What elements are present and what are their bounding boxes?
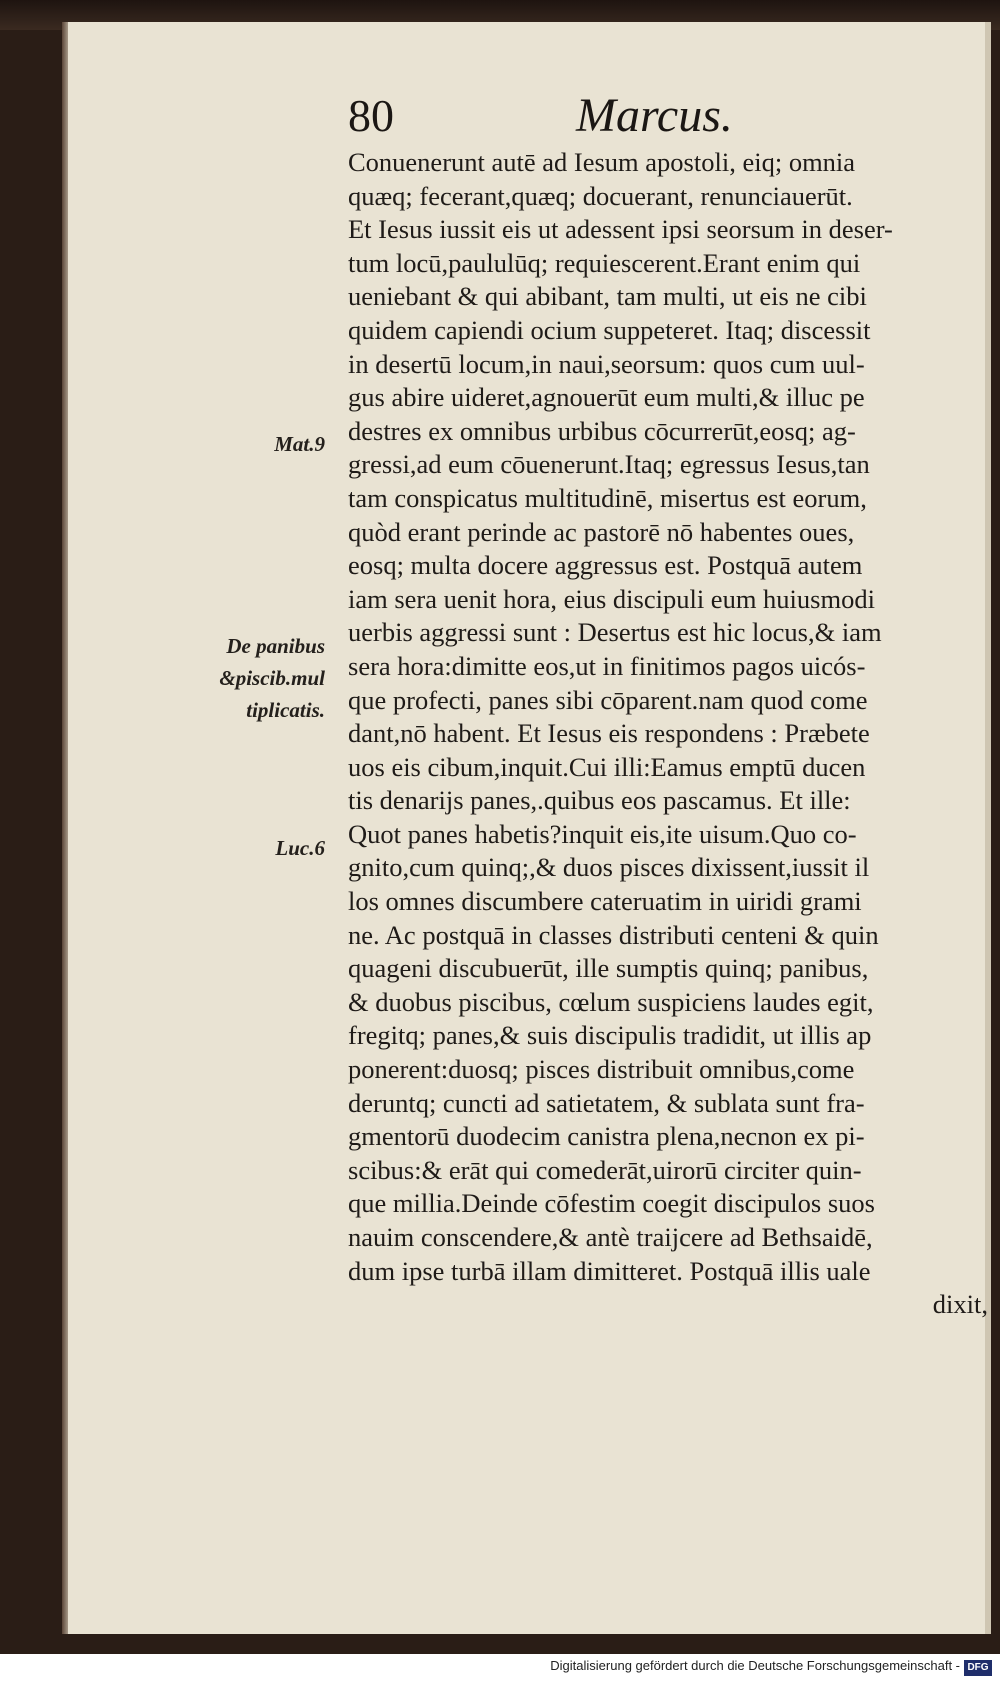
text-line: Et Iesus iussit eis ut adessent ipsi seorsum in deser- [348, 214, 893, 245]
text-line: destres ex omnibus urbibus cōcurrerūt,eosq; ag- [348, 415, 856, 446]
marginal-note-mat: Mat.9 [274, 432, 325, 456]
text-line: tum locū,paululūq; requiescerent.Erant enim qui [348, 247, 861, 278]
text-line: iam sera uenit hora, eius discipuli eum huiusmodi [348, 583, 875, 614]
text-line: fregitq; panes,& suis discipulis tradidit, ut illis ap [348, 1020, 872, 1051]
text-line: gus abire uideret,agnouerūt eum multi,& illuc pe [348, 382, 865, 413]
text-line: nauim conscendere,& antè traijcere ad Bethsaidē, [348, 1222, 873, 1252]
text-line: ueniebant & qui abibant, tam multi, ut eis ne cibi [348, 281, 867, 312]
text-line: quageni discubuerūt, ille sumptis quinq; panibus, [348, 953, 869, 984]
text-line: gnito,cum quinq;,& duos pisces dixissent,iussit il [348, 852, 870, 883]
page-header [348, 86, 948, 146]
text-line: que millia.Deinde cōfestim coegit discipulos suos [348, 1188, 875, 1219]
text-line: los omnes discumbere cateruatim in uiridi grami [348, 886, 862, 917]
body-text [348, 146, 988, 1322]
text-line: Quot panes habetis?inquit eis,ite uisum.Quo co- [348, 818, 857, 849]
text-line: que profecti, panes sibi cōparent.nam quod come [348, 684, 868, 715]
text-line: quæq; fecerant,quæq; docuerant, renunciauerūt. [348, 180, 853, 211]
text-line: eosq; multa docere aggressus est. Postquā autem [348, 550, 863, 581]
text-line: gressi,ad eum cōuenerunt.Itaq; egressus Iesus,tan [348, 449, 870, 480]
text-line: uerbis aggressi sunt : Desertus est hic locus,& iam [348, 617, 882, 648]
text-line: deruntq; cuncti ad satietatem, & sublata sunt fra- [348, 1087, 865, 1118]
footer-credit: Digitalisierung gefördert durch die Deutsche Forschungsgemeinschaft - [550, 1658, 960, 1673]
marginal-note-luc: Luc.6 [275, 836, 325, 860]
text-line: gmentorū duodecim canistra plena,necnon ex pi- [348, 1121, 865, 1152]
marginal-note-de-panibus-3: tiplicatis. [246, 698, 325, 722]
text-line: uos eis cibum,inquit.Cui illi:Eamus emptū ducen [348, 751, 866, 782]
text-line: Conuenerunt autē ad Iesum apostoli, eiq; omnia [348, 147, 856, 177]
text-line: quòd erant perinde ac pastorē nō habentes oues, [348, 516, 855, 547]
text-line: quidem capiendi ocium suppeteret. Itaq; discessit [348, 314, 871, 345]
catchword: dixit, [932, 1289, 988, 1320]
text-line: dant,nō habent. Et Iesus eis respondens : Præbete [348, 718, 870, 749]
text-line: tis denarijs panes,.quibus eos pascamus. Et ille: [348, 785, 851, 816]
text-line: sera hora:dimitte eos,ut in finitimos pagos uicós- [348, 650, 866, 681]
footer-bar [0, 1654, 1000, 1684]
text-line: ne. Ac postquā in classes distributi centeni & quin [348, 919, 879, 950]
text-line: ponerent:duosq; pisces distribuit omnibus,come [348, 1054, 855, 1085]
running-title: Marcus. [576, 89, 733, 142]
text-line: tam conspicatus multitudinē, misertus est eorum, [348, 482, 867, 513]
marginal-note-de-panibus-1: De panibus [226, 634, 325, 658]
marginal-note-de-panibus-2: &piscib.mul [219, 666, 325, 690]
text-line: scibus:& erāt qui comederāt,uirorū circiter quin- [348, 1154, 862, 1185]
page-number: 80 [348, 90, 394, 141]
dfg-logo: DFG [964, 1660, 992, 1676]
text-line: & duobus piscibus, cœlum suspiciens laudes egit, [348, 986, 874, 1017]
text-line: in desertū locum,in naui,seorsum: quos cum uul- [348, 348, 865, 379]
text-line: dum ipse turbā illam dimitteret. Postquā illis uale [348, 1255, 871, 1286]
